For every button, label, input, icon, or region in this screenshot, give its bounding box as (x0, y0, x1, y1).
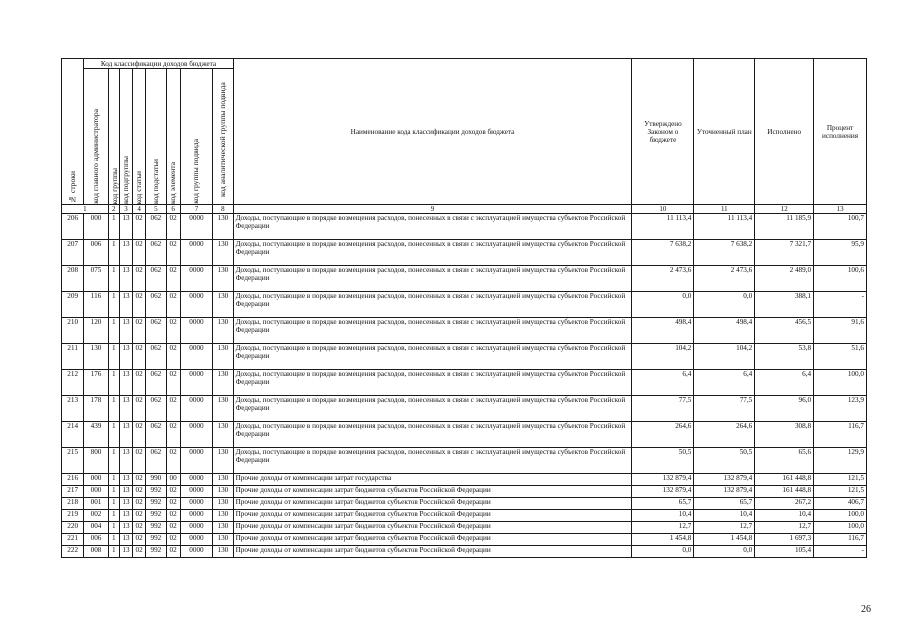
cell-group: 1 (108, 422, 119, 448)
cell-element: 02 (166, 498, 180, 510)
cell-percent: - (814, 292, 867, 318)
cell-administrator: 075 (84, 266, 108, 292)
header-cls-col-6 (166, 69, 180, 205)
cell-subgroup: 13 (119, 344, 132, 370)
cell-subarticle: 062 (146, 448, 166, 474)
cell-analytic-group: 130 (213, 534, 233, 546)
cell-subtype-group: 0000 (180, 422, 212, 448)
cell-executed: 105,4 (755, 546, 814, 558)
cell-subgroup: 13 (119, 214, 132, 240)
row-number: 213 (62, 396, 84, 422)
cell-group: 1 (108, 396, 119, 422)
cell-article: 02 (133, 486, 146, 498)
row-number: 212 (62, 370, 84, 396)
cell-subgroup: 13 (119, 370, 132, 396)
cell-subgroup: 13 (119, 522, 132, 534)
cell-executed: 388,1 (755, 292, 814, 318)
cell-article: 02 (133, 534, 146, 546)
cell-administrator: 006 (84, 534, 108, 546)
cell-analytic-group: 130 (213, 240, 233, 266)
cell-approved: 1 454,8 (632, 534, 694, 546)
cell-element: 02 (166, 510, 180, 522)
table-row (62, 214, 867, 240)
cell-executed: 1 697,3 (755, 534, 814, 546)
cell-updated: 12,7 (694, 522, 755, 534)
column-number: 11 (694, 205, 755, 214)
cell-administrator: 001 (84, 498, 108, 510)
cell-updated: 104,2 (694, 344, 755, 370)
cell-subtype-group: 0000 (180, 486, 212, 498)
header-cls-col-text: код элемента (168, 162, 178, 204)
cell-subtype-group: 0000 (180, 510, 212, 522)
cell-subarticle: 062 (146, 318, 166, 344)
cell-administrator: 006 (84, 240, 108, 266)
cell-group: 1 (108, 266, 119, 292)
cell-subtype-group: 0000 (180, 546, 212, 558)
row-number: 217 (62, 486, 84, 498)
cell-percent: 95,9 (814, 240, 867, 266)
header-updated-plan: Уточненный план (694, 59, 755, 205)
cell-subgroup: 13 (119, 534, 132, 546)
cell-executed: 308,8 (755, 422, 814, 448)
cell-name: Доходы, поступающие в порядке возмещения расходов, понесенных в связи с эксплуатацией имущества субъектов Российской Федерации (233, 318, 632, 344)
header-cls-col-4 (133, 69, 146, 205)
row-number: 222 (62, 546, 84, 558)
row-number: 220 (62, 522, 84, 534)
cell-element: 02 (166, 522, 180, 534)
cell-updated: 10,4 (694, 510, 755, 522)
header-approved: Утверждено Законом о бюджете (632, 59, 694, 205)
cell-administrator: 000 (84, 486, 108, 498)
row-number: 215 (62, 448, 84, 474)
table-row (62, 292, 867, 318)
row-number: 218 (62, 498, 84, 510)
header-execution-percent: Процент исполнения (814, 59, 867, 205)
cell-administrator: 000 (84, 474, 108, 486)
cell-percent: 116,7 (814, 422, 867, 448)
cell-name: Доходы, поступающие в порядке возмещения расходов, понесенных в связи с эксплуатацией имущества субъектов Российской Федерации (233, 370, 632, 396)
cell-subgroup: 13 (119, 546, 132, 558)
header-cls-col-text: код аналитической группы подвида (218, 82, 228, 198)
cell-element: 02 (166, 448, 180, 474)
cell-percent: 100,0 (814, 522, 867, 534)
cell-executed: 456,5 (755, 318, 814, 344)
cell-name: Доходы, поступающие в порядке возмещения расходов, понесенных в связи с эксплуатацией имущества субъектов Российской Федерации (233, 214, 632, 240)
cell-percent: 100,6 (814, 266, 867, 292)
cell-subgroup: 13 (119, 422, 132, 448)
cell-analytic-group: 130 (213, 370, 233, 396)
table-row (62, 522, 867, 534)
cell-approved: 2 473,6 (632, 266, 694, 292)
column-number: 2 (108, 205, 119, 214)
cell-executed: 53,8 (755, 344, 814, 370)
row-number: 207 (62, 240, 84, 266)
header-cls-col-text: код подгруппы (120, 156, 130, 204)
cell-group: 1 (108, 510, 119, 522)
cell-analytic-group: 130 (213, 546, 233, 558)
table-row (62, 448, 867, 474)
cell-element: 02 (166, 486, 180, 498)
cell-article: 02 (133, 546, 146, 558)
cell-article: 02 (133, 448, 146, 474)
cell-executed: 2 489,0 (755, 266, 814, 292)
cell-element: 02 (166, 266, 180, 292)
cell-element: 02 (166, 344, 180, 370)
table-row (62, 498, 867, 510)
cell-subarticle: 062 (146, 422, 166, 448)
cell-updated: 65,7 (694, 498, 755, 510)
cell-analytic-group: 130 (213, 214, 233, 240)
row-number: 219 (62, 510, 84, 522)
cell-subtype-group: 0000 (180, 344, 212, 370)
cell-article: 02 (133, 318, 146, 344)
table-row (62, 266, 867, 292)
cell-administrator: 000 (84, 214, 108, 240)
cell-element: 00 (166, 474, 180, 486)
cell-name: Прочие доходы от компенсации затрат бюджетов субъектов Российской Федерации (233, 546, 632, 558)
cell-group: 1 (108, 534, 119, 546)
header-code-name: Наименование кода классификации доходов бюджета (233, 59, 632, 205)
cell-percent: 100,7 (814, 214, 867, 240)
cell-approved: 132 879,4 (632, 474, 694, 486)
cell-executed: 7 321,7 (755, 240, 814, 266)
cell-updated: 264,6 (694, 422, 755, 448)
header-cls-col-2 (108, 69, 119, 205)
cell-element: 02 (166, 318, 180, 344)
table-row (62, 344, 867, 370)
column-number: 3 (119, 205, 132, 214)
cell-executed: 161 448,8 (755, 474, 814, 486)
cell-group: 1 (108, 448, 119, 474)
cell-group: 1 (108, 370, 119, 396)
cell-subtype-group: 0000 (180, 474, 212, 486)
cell-article: 02 (133, 266, 146, 292)
table-row (62, 318, 867, 344)
cell-subgroup: 13 (119, 474, 132, 486)
cell-updated: 1 454,8 (694, 534, 755, 546)
cell-element: 02 (166, 240, 180, 266)
cell-approved: 104,2 (632, 344, 694, 370)
cell-subarticle: 062 (146, 292, 166, 318)
cell-updated: 6,4 (694, 370, 755, 396)
table-row (62, 510, 867, 522)
column-number: 1 (62, 205, 109, 214)
cell-subtype-group: 0000 (180, 396, 212, 422)
cell-subgroup: 13 (119, 448, 132, 474)
cell-analytic-group: 130 (213, 396, 233, 422)
cell-administrator: 176 (84, 370, 108, 396)
cell-percent: 91,6 (814, 318, 867, 344)
cell-element: 02 (166, 214, 180, 240)
cell-subgroup: 13 (119, 318, 132, 344)
cell-subgroup: 13 (119, 510, 132, 522)
cell-analytic-group: 130 (213, 344, 233, 370)
cell-executed: 6,4 (755, 370, 814, 396)
table-row (62, 546, 867, 558)
cell-subarticle: 062 (146, 240, 166, 266)
header-cls-col-text: код подстатьи (150, 159, 160, 204)
cell-subarticle: 062 (146, 266, 166, 292)
header-classification-group: Код классификации доходов бюджета (84, 59, 233, 69)
cell-element: 02 (166, 546, 180, 558)
cell-analytic-group: 130 (213, 422, 233, 448)
column-number: 4 (133, 205, 146, 214)
cell-updated: 11 113,4 (694, 214, 755, 240)
table-row (62, 240, 867, 266)
cell-updated: 7 638,2 (694, 240, 755, 266)
header-row-number (62, 59, 84, 205)
row-number: 209 (62, 292, 84, 318)
cell-analytic-group: 130 (213, 510, 233, 522)
cell-group: 1 (108, 214, 119, 240)
cell-group: 1 (108, 546, 119, 558)
cell-subtype-group: 0000 (180, 522, 212, 534)
cell-executed: 11 185,9 (755, 214, 814, 240)
cell-executed: 12,7 (755, 522, 814, 534)
header-executed: Исполнено (755, 59, 814, 205)
cell-approved: 7 638,2 (632, 240, 694, 266)
cell-analytic-group: 130 (213, 318, 233, 344)
cell-percent: 121,5 (814, 486, 867, 498)
row-number: 221 (62, 534, 84, 546)
column-number: 6 (166, 205, 180, 214)
header-cls-col-text: код группы (109, 167, 119, 204)
cell-subtype-group: 0000 (180, 318, 212, 344)
cell-subarticle: 062 (146, 214, 166, 240)
cell-administrator: 008 (84, 546, 108, 558)
cell-percent: 129,9 (814, 448, 867, 474)
cell-subgroup: 13 (119, 498, 132, 510)
cell-analytic-group: 130 (213, 498, 233, 510)
cell-subarticle: 990 (146, 474, 166, 486)
cell-article: 02 (133, 370, 146, 396)
header-cls-col-5 (146, 69, 166, 205)
cell-name: Прочие доходы от компенсации затрат бюджетов субъектов Российской Федерации (233, 522, 632, 534)
cell-analytic-group: 130 (213, 266, 233, 292)
row-number: 214 (62, 422, 84, 448)
header-cls-col-1 (84, 69, 108, 205)
table-row (62, 370, 867, 396)
column-number: 12 (755, 205, 814, 214)
cell-article: 02 (133, 498, 146, 510)
column-number: 5 (146, 205, 166, 214)
cell-updated: 498,4 (694, 318, 755, 344)
cell-subarticle: 992 (146, 510, 166, 522)
cell-administrator: 130 (84, 344, 108, 370)
cell-element: 02 (166, 292, 180, 318)
cell-article: 02 (133, 474, 146, 486)
cell-subarticle: 062 (146, 396, 166, 422)
cell-group: 1 (108, 486, 119, 498)
cell-approved: 10,4 (632, 510, 694, 522)
cell-article: 02 (133, 510, 146, 522)
cell-subtype-group: 0000 (180, 498, 212, 510)
row-number: 206 (62, 214, 84, 240)
cell-subarticle: 062 (146, 344, 166, 370)
cell-analytic-group: 130 (213, 522, 233, 534)
header-cls-col-text: код статьи (134, 170, 144, 204)
column-number: 10 (632, 205, 694, 214)
cell-name: Доходы, поступающие в порядке возмещения расходов, понесенных в связи с эксплуатацией имущества субъектов Российской Федерации (233, 422, 632, 448)
cell-updated: 2 473,6 (694, 266, 755, 292)
cell-administrator: 116 (84, 292, 108, 318)
cell-article: 02 (133, 344, 146, 370)
cell-updated: 77,5 (694, 396, 755, 422)
cell-analytic-group: 130 (213, 486, 233, 498)
cell-approved: 77,5 (632, 396, 694, 422)
cell-subgroup: 13 (119, 266, 132, 292)
cell-subgroup: 13 (119, 292, 132, 318)
header-cls-col-text: код группы подвида (191, 139, 201, 204)
row-number: 211 (62, 344, 84, 370)
cell-subtype-group: 0000 (180, 292, 212, 318)
cell-percent: 121,5 (814, 474, 867, 486)
cell-group: 1 (108, 318, 119, 344)
cell-article: 02 (133, 522, 146, 534)
cell-subgroup: 13 (119, 486, 132, 498)
cell-group: 1 (108, 240, 119, 266)
cell-name: Доходы, поступающие в порядке возмещения расходов, понесенных в связи с эксплуатацией имущества субъектов Российской Федерации (233, 292, 632, 318)
cell-executed: 10,4 (755, 510, 814, 522)
cell-updated: 50,5 (694, 448, 755, 474)
cell-subarticle: 062 (146, 370, 166, 396)
table-row (62, 486, 867, 498)
cell-approved: 50,5 (632, 448, 694, 474)
cell-name: Доходы, поступающие в порядке возмещения расходов, понесенных в связи с эксплуатацией имущества субъектов Российской Федерации (233, 240, 632, 266)
cell-administrator: 002 (84, 510, 108, 522)
cell-element: 02 (166, 534, 180, 546)
cell-subtype-group: 0000 (180, 448, 212, 474)
cell-subtype-group: 0000 (180, 370, 212, 396)
cell-subarticle: 992 (146, 498, 166, 510)
header-cls-col-7 (180, 69, 212, 205)
cell-approved: 6,4 (632, 370, 694, 396)
cell-element: 02 (166, 422, 180, 448)
cell-updated: 132 879,4 (694, 474, 755, 486)
cell-article: 02 (133, 240, 146, 266)
cell-group: 1 (108, 474, 119, 486)
cell-percent: 406,7 (814, 498, 867, 510)
cell-percent: 100,0 (814, 370, 867, 396)
cell-subtype-group: 0000 (180, 240, 212, 266)
cell-approved: 0,0 (632, 546, 694, 558)
cell-executed: 65,6 (755, 448, 814, 474)
cell-approved: 132 879,4 (632, 486, 694, 498)
page-number: 26 (861, 604, 871, 615)
cell-group: 1 (108, 498, 119, 510)
cell-name: Доходы, поступающие в порядке возмещения расходов, понесенных в связи с эксплуатацией имущества субъектов Российской Федерации (233, 344, 632, 370)
cell-administrator: 439 (84, 422, 108, 448)
row-number: 210 (62, 318, 84, 344)
cell-subarticle: 992 (146, 546, 166, 558)
cell-subarticle: 992 (146, 534, 166, 546)
header-cls-col-8 (213, 69, 233, 205)
cell-percent: 123,9 (814, 396, 867, 422)
cell-name: Доходы, поступающие в порядке возмещения расходов, понесенных в связи с эксплуатацией имущества субъектов Российской Федерации (233, 396, 632, 422)
cell-group: 1 (108, 522, 119, 534)
cell-article: 02 (133, 422, 146, 448)
table-row (62, 396, 867, 422)
cell-updated: 132 879,4 (694, 486, 755, 498)
column-number: 9 (233, 205, 632, 214)
row-number: 208 (62, 266, 84, 292)
cell-analytic-group: 130 (213, 474, 233, 486)
header-row-number-text: № строки (67, 170, 77, 204)
cell-percent: - (814, 546, 867, 558)
header-cls-col-text: код главного администратора (91, 109, 100, 204)
cell-subgroup: 13 (119, 240, 132, 266)
cell-executed: 161 448,8 (755, 486, 814, 498)
cell-element: 02 (166, 396, 180, 422)
cell-name: Прочие доходы от компенсации затрат бюджетов субъектов Российской Федерации (233, 534, 632, 546)
cell-updated: 0,0 (694, 292, 755, 318)
cell-group: 1 (108, 344, 119, 370)
cell-article: 02 (133, 292, 146, 318)
cell-approved: 65,7 (632, 498, 694, 510)
cell-approved: 498,4 (632, 318, 694, 344)
cell-name: Прочие доходы от компенсации затрат бюджетов субъектов Российской Федерации (233, 486, 632, 498)
header-cls-col-3 (119, 69, 132, 205)
cell-subtype-group: 0000 (180, 266, 212, 292)
cell-updated: 0,0 (694, 546, 755, 558)
cell-administrator: 004 (84, 522, 108, 534)
cell-subarticle: 992 (146, 522, 166, 534)
cell-percent: 116,7 (814, 534, 867, 546)
cell-administrator: 178 (84, 396, 108, 422)
cell-approved: 11 113,4 (632, 214, 694, 240)
cell-article: 02 (133, 214, 146, 240)
cell-approved: 12,7 (632, 522, 694, 534)
row-number: 216 (62, 474, 84, 486)
cell-approved: 264,6 (632, 422, 694, 448)
cell-name: Прочие доходы от компенсации затрат государства (233, 474, 632, 486)
cell-group: 1 (108, 292, 119, 318)
cell-analytic-group: 130 (213, 292, 233, 318)
table-row (62, 474, 867, 486)
cell-executed: 267,2 (755, 498, 814, 510)
cell-approved: 0,0 (632, 292, 694, 318)
cell-element: 02 (166, 370, 180, 396)
table-row (62, 534, 867, 546)
cell-article: 02 (133, 396, 146, 422)
cell-administrator: 800 (84, 448, 108, 474)
column-number: 13 (814, 205, 867, 214)
cell-name: Прочие доходы от компенсации затрат бюджетов субъектов Российской Федерации (233, 498, 632, 510)
cell-executed: 96,0 (755, 396, 814, 422)
cell-analytic-group: 130 (213, 448, 233, 474)
cell-subtype-group: 0000 (180, 534, 212, 546)
column-number: 8 (213, 205, 233, 214)
cell-name: Доходы, поступающие в порядке возмещения расходов, понесенных в связи с эксплуатацией имущества субъектов Российской Федерации (233, 266, 632, 292)
cell-administrator: 120 (84, 318, 108, 344)
cell-subgroup: 13 (119, 396, 132, 422)
cell-name: Прочие доходы от компенсации затрат бюджетов субъектов Российской Федерации (233, 510, 632, 522)
cell-subarticle: 992 (146, 486, 166, 498)
cell-subtype-group: 0000 (180, 214, 212, 240)
budget-revenue-table (61, 58, 867, 558)
cell-percent: 100,0 (814, 510, 867, 522)
column-number: 7 (180, 205, 212, 214)
cell-percent: 51,6 (814, 344, 867, 370)
table-row (62, 422, 867, 448)
cell-name: Доходы, поступающие в порядке возмещения расходов, понесенных в связи с эксплуатацией имущества субъектов Российской Федерации (233, 448, 632, 474)
